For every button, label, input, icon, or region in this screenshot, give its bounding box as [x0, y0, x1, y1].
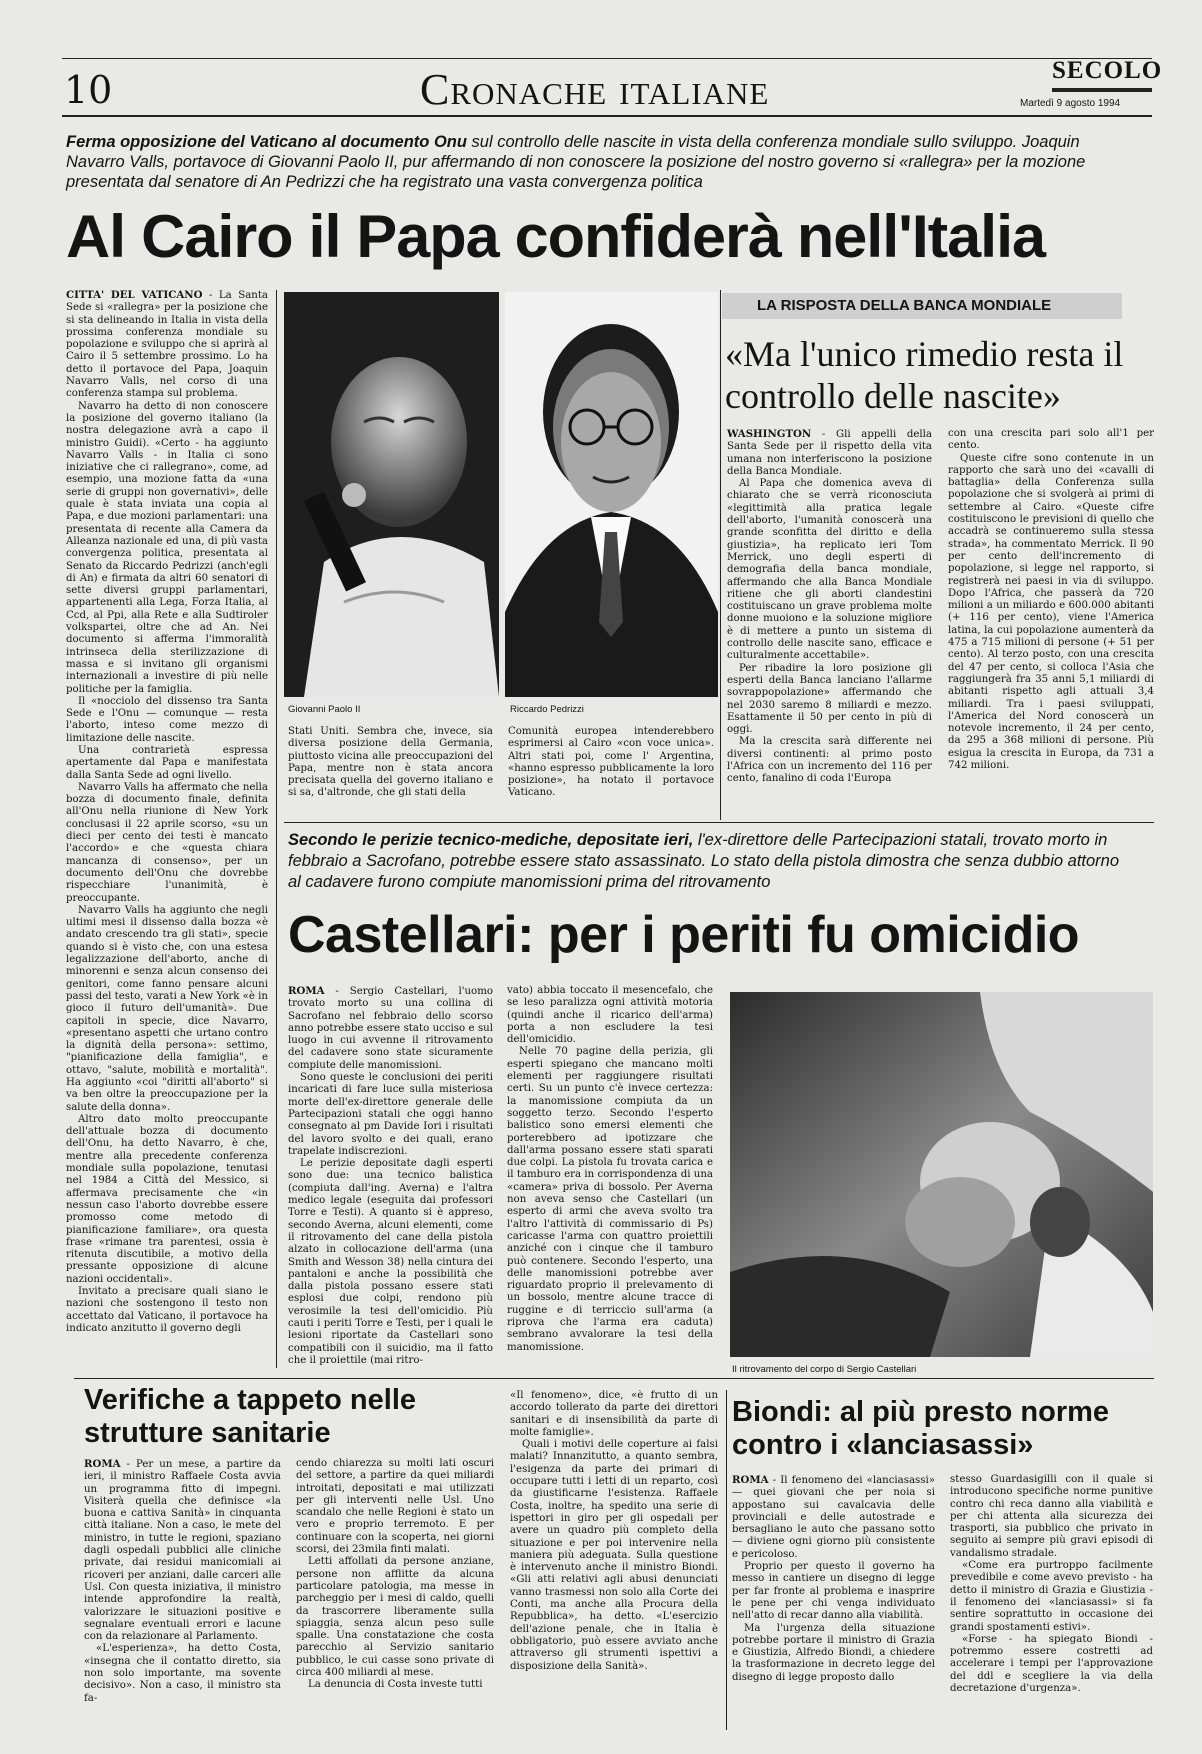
- story1-col1-p1: - La Santa Sede si «rallegra» per la posizione che si sta delineando in Italia in vista della prossima conferenza mondiale su popolazione e sviluppo che si aprirà al Cairo il 5 settembre prossimo. Lo ha detto il portavoce del Papa, Joaquin Navarro Valls, nel corso di una conferenza stampa sul problema.: [66, 290, 268, 400]
- pope-portrait-image: [284, 292, 499, 697]
- story4-dateline: ROMA: [84, 1458, 121, 1470]
- story5-col2-p3: «Forse - ha spiegato Biondi - potremmo essere costretti ad accelerare i tempi per l'approvazione del ddl e scegliere la via della decretazione d'urgenza».: [950, 1633, 1153, 1695]
- story1-col1-p7: Altro dato molto preoccupante dell'attuale bozza di documento dell'Onu, ha detto Navarro, è che, mentre alla precedente conferenza mondiale sulla popolazione, tenutasi nel 1984 a Città del Messico, si affermava precisamente che «in nessun caso l'aborto dovrebbe essere promosso come metodo di pianificazione familiare», ora questa frase «rimane tra parentesi, ossia è ritenuta discutibile, a motivo della pressante opposizione di alcune nazioni occidentali».: [66, 1113, 268, 1285]
- story4-headline: Verifiche a tappeto nelle strutture sanitarie: [84, 1384, 416, 1449]
- story3-top-rule: [284, 822, 1154, 823]
- story5-column-1: [732, 1474, 935, 1724]
- story5-col1-p1: - Il fenomeno dei «lanciasassi» — quei giovani che per noia si appostano sui cavalcavia delle provinciali e delle autostrade e bersagliano le auto che passano sotto — diviene ogni giorno più consistente e pericoloso.: [732, 1475, 935, 1560]
- story4-column-3: [510, 1390, 718, 1720]
- story1-intro: [66, 132, 1126, 192]
- story5-col2-p1: stesso Guardasigilli con il quale si introducono specifiche norme punitive contro chi reca danno alla viabilità e per chi attenta alla sicurezza dei trasporti, sia pubblico che privato in seguito ai sempre più gravi episodi di vandalismo stradale.: [950, 1474, 1153, 1559]
- story2-col2-p1: con una crescita pari solo all'1 per cento.: [948, 428, 1154, 452]
- story4-col2-p3: La denuncia di Costa investe tutti: [308, 1679, 483, 1691]
- page-number: 10: [64, 68, 113, 112]
- story3-intro-text: l'ex-direttore delle Partecipazioni statali, trovato morto in febbraio a Sacrofano, potrebbe essere stato assassinato. Lo stato della pistola dimostra che senza dubbio attorno al cadavere furono compiute manomissioni prima del ritrovamento: [288, 831, 1120, 891]
- story1-intro-text: sul controllo delle nascite in vista della conferenza mondiale sullo sviluppo. Joaquin Navarro Valls, portavoce di Giovanni Paolo II, pur affermando di non conoscere la posizione del nostro governo si «rallegra» per la mozione presentata dal senatore di An Pedrizzi che ha registrato una vasta convergenza politica: [66, 133, 1086, 191]
- story5-column-2: [950, 1474, 1153, 1724]
- story1-col1-p8: Invitato a precisare quali siano le nazioni che sostengono il testo non accettato dal Vaticano, il portavoce ha indicato anzitutto il governo degli: [66, 1286, 268, 1334]
- story5-frame-left: [726, 1390, 727, 1730]
- story4-col3-p2: Quali i motivi delle coperture ai falsi malati? Innanzitutto, a quanto sembra, l'esigenza da parte dei primari di occupare tutti i letti di un reparto, così da giustificarne l'esistenza. Raffaele Costa, inoltre, ha spedito una serie di ispettori in giro per gli ospedali per avere un quadro più completo della situazione e per poi intervenire nella maniera più adeguata. Sulla questione è intervenuto anche il ministro Biondi. «Gli atti relativi agli abusi denunciati vanno trasmessi non solo alla Corte dei Conti, ma anche alla Procura della Repubblica», ha detto. «L'esercizio dell'azione penale, che in Italia è obbligatorio, può essere avviato anche attraverso gli strumenti ispettivi a disposizione della Sanità».: [510, 1439, 718, 1672]
- pedrizzi-portrait-image: [505, 292, 718, 697]
- story3-intro: [288, 830, 1128, 893]
- story5-col1-p3: Ma l'urgenza della situazione potrebbe portare il ministro di Grazia e Giustizia, Alfredo Biondi, a chiedere la trasformazione in decreto legge del disegno di legge proposto dallo: [732, 1622, 935, 1683]
- story1-col2-p1: Stati Uniti. Sembra che, invece, sia diversa posizione della Germania, piuttosto vicina alle preoccupazioni del Papa, mentre non è stata ancora precisata quella del governo italiano e si sa, d'altronde, che gli stati della: [288, 726, 493, 799]
- photo1-caption: Giovanni Paolo II: [288, 704, 361, 715]
- story3-col1-p3: Le perizie depositate dagli esperti sono due: una tecnico balistica (compiuta dall'ing. Averna) e l'altra medico legale (eseguita dai professori Torre e Testi). A quanto si è appreso, secondo Averna, alcuni elementi, come il ritrovamento del cane della pistola alzato in collocazione dell'arma (una Smith and Wesson 38) nella cintura dei pantaloni e anche la possibilità che dalla pistola possano essere stati esplosi due colpi, rendono più verosimile la tesi dell'omicidio. Più cauti i periti Torre e Testi, per i quali le lesioni riportate da Castellari sono compatibili con il suicidio, ma il fatto che il proiettile (mai ritro-: [288, 1158, 493, 1366]
- story2-kicker: LA RISPOSTA DELLA BANCA MONDIALE: [722, 293, 1122, 319]
- story3-column-1: [288, 985, 493, 1370]
- newspaper-logo: SECOLO: [1052, 57, 1163, 84]
- masthead-rule: [62, 115, 1152, 117]
- story1-col1-p5: Navarro Valls ha affermato che nella bozza di documento finale, definita all'Onu nella riunione di New York conclusasi il 22 aprile scorso, «su un dieci per cento dei testi è mancato l'accordo» e che «questa chiara mancanza di consenso», per un documento dell'Onu che dovrebbe rispecchiare l'unanimità, è preoccupante.: [66, 781, 268, 904]
- story3-headline: Castellari: per i periti fu omicidio: [288, 906, 1080, 964]
- issue-date: Martedì 9 agosto 1994: [1020, 98, 1121, 109]
- story2-headline: «Ma l'unico rimedio resta il controllo delle nascite»: [725, 334, 1124, 416]
- story2-col1-p3: Per ribadire la loro posizione gli esperti della Banca lanciano l'allarme sovrappopolazione» affermando che nel 2030 saremo 8 miliardi e mezzo. Esattamente il 50 per cento in più di oggi.: [727, 662, 932, 736]
- story1-col1-p3: Il «nocciolo del dissenso tra Santa Sede e l'Onu — comunque — resta l'aborto, inteso come mezzo di limitazione delle nascite.: [66, 695, 268, 744]
- story4-col3-p1: «Il fenomeno», dice, «è frutto di un accordo tollerato da parte dei direttori sanitari e di insensibilità da parte di molte famiglie».: [510, 1390, 718, 1438]
- story2-dateline: WASHINGTON: [727, 428, 812, 440]
- story5-col2-p2: «Come era purtroppo facilmente prevedibile e come avevo previsto - ha detto il ministro di Grazia e Giustizia - il fenomeno dei «lanciasassi» si fa sentire soprattutto in occasione dei grandi spostamenti estivi».: [950, 1560, 1153, 1633]
- story3-col2-p1: vato) abbia toccato il mesencefalo, che se leso paralizza ogni attività motoria (quindi anche il ricarico dell'arma) porta a non escludere la tesi dell'omicidio.: [507, 985, 713, 1046]
- story4-column-2: [296, 1458, 494, 1720]
- photo2-caption: Riccardo Pedrizzi: [510, 704, 584, 715]
- top-rule: [62, 58, 1152, 59]
- story3-col2-p2: Nelle 70 pagine della perizia, gli esperti spiegano che mancano molti elementi per raggiungere risultati certi. Su un punto c'è invece certezza: la manomissione compiuta da un soggetto terzo. Secondo l'esperto balistico sono emersi elementi che porterebbero ad ipotizzare che dall'arma possano essere stati sparati due colpi. La pistola fu trovata carica e il tamburo era in corrispondenza di una «camera» priva di bossolo. Per Averna non aveva senso che Castellari (un esperto di armi che aveva svolto tra l'altro l'attività di commissario di Ps) caricasse l'arma con quattro proiettili anziché con i cinque che il tamburo può contenere. Secondo l'esperto, una delle manomissioni potrebbe aver riguardato proprio il prelevamento di un bossolo, mentre alcune tracce di ruggine e di terriccio sull'arma (a riprova che l'arma era caduta) sembrano avvalorare la tesi della manomissione.: [507, 1046, 713, 1353]
- story1-column-3: [508, 726, 714, 812]
- story2-column-1: [727, 428, 932, 813]
- photo-giovanni-paolo: [284, 292, 499, 697]
- story3-col1-p2: Sono queste le conclusioni dei periti incaricati di fare luce sulla misteriosa morte dell'ex-direttore generale delle Partecipazioni statali che oggi hanno consegnato al pm Davide Iori i risultati del lavoro svolto e dei quali, erano trapelate indiscrezioni.: [288, 1072, 493, 1157]
- story1-intro-bold: Ferma opposizione del Vaticano al documento Onu: [66, 133, 467, 151]
- story1-dateline: CITTA' DEL VATICANO: [66, 289, 203, 301]
- story1-col3-p1: Comunità europea intenderebbero esprimersi al Cairo «con voce unica». Altri stati poi, come l' Argentina, «hanno espresso pubblicamente la loro posizione», ha notato il portavoce Vaticano.: [508, 726, 714, 799]
- story2-col1-p4: Ma la crescita sarà differente nei diversi continenti: al primo posto l'Africa con un incremento del 116 per cento, fanalino di coda l'Europa: [727, 736, 932, 785]
- story3-dateline: ROMA: [288, 985, 325, 997]
- story2-col1-p1: - Gli appelli della Santa Sede per il rispetto della vita umana non interferiscono la posizione della Banca Mondiale.: [727, 429, 932, 477]
- story4-col1-p1: - Per un mese, a partire da ieri, il ministro Raffaele Costa avvia un programma fitto di impegni. Visiterà quella che definisce «la buona e cattiva Sanità» in cinquanta città italiane. Non a caso, le mete del ministro, in tutte le regioni, spaziano dagli ospedali pubblici alle cliniche private, dai residui manicomiali ai ricoveri per anziani, dalle carceri alle Usl. Con questa iniziativa, il ministro intende approfondire la realtà, valorizzare le situazioni positive e segnalare eventuali errori e lacune con da relazionare al Parlamento.: [84, 1459, 281, 1643]
- story1-col1-p4: Una contrarietà espressa apertamente dal Papa e manifestata dalla Santa Sede ad ogni livello.: [66, 744, 268, 781]
- story5-headline: Biondi: al più presto norme contro i «lanciasassi»: [732, 1396, 1110, 1461]
- story1-column-1: [66, 289, 268, 1367]
- story3-intro-bold: Secondo le perizie tecnico-mediche, depositate ieri,: [288, 831, 694, 849]
- crime-scene-image: [730, 992, 1153, 1357]
- story4-column-1: [84, 1458, 281, 1720]
- photo-riccardo-pedrizzi: [505, 292, 718, 697]
- story3-col1-p1: - Sergio Castellari, l'uomo trovato morto su una collina di Sacrofano nel febbraio dello scorso anno potrebbe essere stato ucciso e sul luogo in cui avvenne il ritrovamento del cadavere sono state sicuramente compiute delle manomissioni.: [288, 986, 493, 1071]
- logo-underline: [1052, 88, 1152, 92]
- photo-castellari-scene: [730, 992, 1153, 1357]
- story5-dateline: ROMA: [732, 1474, 769, 1486]
- story3-column-2: [507, 985, 713, 1370]
- section-title-text: Cronache italiane: [420, 65, 770, 114]
- story1-headline: Al Cairo il Papa confiderà nell'Italia: [66, 203, 1046, 270]
- story1-column-2: [288, 726, 493, 812]
- story1-col1-p2: Navarro ha detto di non conoscere la posizione del governo italiano (la nostra delegazione avrà a capo il ministro Guidi). «Certo - ha aggiunto Navarro Valls - in Italia ci sono iniziative che ci rallegrano», come, ad esempio, una mozione fatta da «una serie di gruppi non governativi», delle quale è stata inviata una copia al Papa, e due mozioni parlamentari: una presentata di recente alla Camera da Alleanza nazionale ed una, di più vasta convergenza politica, presentata al Senato da Riccardo Pedrizzi (anch'egli di An) e firmata da altri 60 senatori di sette diversi gruppi parlamentari, appartenenti alla Lega, Forza Italia, al Ccd, al Ppi, alla Rete e alla Sudtiroler volkspartei, oltre che ad An. Nei documento si afferma l'immoralità intrinseca della sterilizzazione di massa e si invitano gli organismi internazionali a investire di più nelle politiche per la famiglia.: [66, 400, 268, 695]
- story2-col1-p2: Al Papa che domenica aveva di chiarato che se verrà riconosciuta «legittimità alla pratica legale dell'aborto, l'umanità conoscerà una grande sconfitta del diritto e della giustizia», ha replicato ieri Tom Merrick, uno degli esperti di demografia della banca mondiale, affermando che alla Banca Mondiale ritiene che gli aborti clandestini costituiscano un grave problema molte donne muoiono e la soluzione migliore è di mettere a punto un sistema di controllo delle nascite sano, efficace e culturalmente accettabile».: [727, 478, 932, 662]
- column-divider: [276, 290, 277, 1368]
- section-title: [420, 66, 769, 114]
- story4-col2-p1: cendo chiarezza su molti lati oscuri del settore, a partire da quei miliardi introitati, depositati e mai utilizzati per gli interventi nelle Usl. Uno scandalo che nelle Regioni è stato un vero e proprio terremoto. E per continuare con la scoperta, nei giorni scorsi, dei 23mila finti malati.: [296, 1458, 494, 1556]
- story5-col1-p2: Proprio per questo il governo ha messo in cantiere un disegno di legge per far fronte al problema e inasprire le pene per chi venga individuato nell'atto di recar danno alla viabilità.: [732, 1561, 935, 1622]
- photo3-caption: Il ritrovamento del corpo di Sergio Castellari: [732, 1364, 917, 1375]
- story1-col1-p6: Navarro Valls ha aggiunto che negli ultimi mesi il dissenso dalla bozza «è andato crescendo tra gli stati», specie quando si è visto che, con una estesa legalizzazione dell'aborto, anche di minorenni e senza alcun consenso dei genitori, come fanno pensare alcuni passi del testo, varati a New York «è in gioco il futuro dell'umanità». Due capitoli in specie, dice Navarro, «presentano aspetti che urtano contro la dignità della persona»: settimo, "pianificazione della famiglia", e ottavo, "salute, mobilità e mortalità". Ha aggiunto «coi "diritti all'aborto" si va ben oltre la preoccupazione per la salute della donna».: [66, 904, 268, 1113]
- story2-col2-p2: Queste cifre sono contenute in un rapporto che sarà uno dei «cavalli di battaglia» della Conferenza sulla popolazione che si svolgerà ai primi di settembre al Cairo. «Queste cifre costituiscono le previsioni di quello che accadrà se continueremo sulla stessa strada», ha commentato Merrick. Il 90 per cento dell'incremento di popolazione, si legge nel rapporto, si registrerà nei paesi in via di sviluppo. Dopo l'Africa, che passerà da 720 milioni a un miliardo e 600.000 abitanti (+ 116 per cento), viene l'America latina, la cui popolazione aumenterà da 475 a 715 milioni di persone (+ 51 per cento). Al terzo posto, con una crescita del 47 per cento, si colloca l'Asia che raggiungerà fra 35 anni 5,1 miliardi di abitanti rispetto agli attuali 3,4 miliardi. Tra i paesi sviluppati, l'America del Nord conoscerà un notevole incremento, il 24 per cento, da 295 a 368 milioni di persone. Più esigua la crescita in Europa, da 731 a 742 milioni.: [948, 452, 1154, 772]
- story2-divider: [720, 290, 721, 820]
- lower-section-rule: [74, 1378, 1154, 1379]
- story2-column-2: [948, 428, 1154, 813]
- story4-col2-p2: Letti affollati da persone anziane, persone non afflitte da alcuna particolare patologia, ma messe in parcheggio per i mesi di caldo, quelli da trascorrere liberamente sulla spiaggia, senza alcun peso sulle spalle. Una constatazione che costa parecchio al Servizio sanitario pubblico, le cui casse sono private di circa 400 miliardi al mese.: [296, 1556, 494, 1679]
- story4-col1-p2: «L'esperienza», ha detto Costa, «insegna che il contatto diretto, sia non solo importante, ma sovente decisivo». Non a caso, il ministro sta fa-: [84, 1643, 281, 1704]
